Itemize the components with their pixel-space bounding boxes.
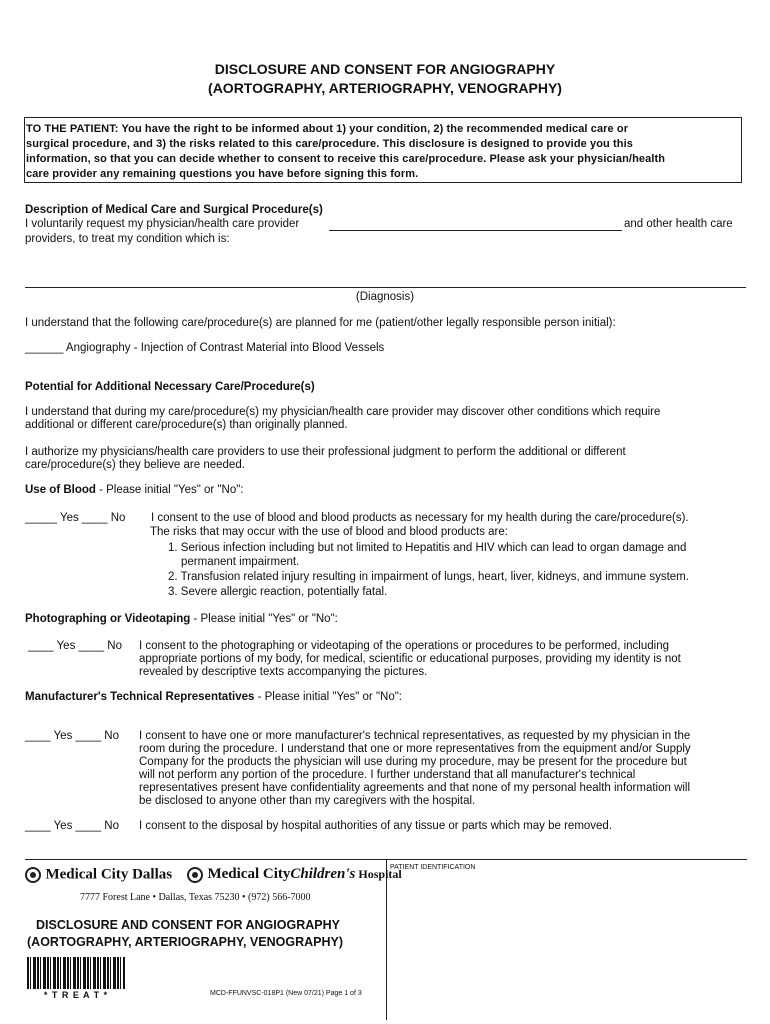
photo-consent-line1: I consent to the photographing or videotaping of the operations or procedures to be performed, including — [139, 640, 669, 652]
additional-para1-line1: I understand that during my care/procedure(s) my physician/health care provider may discover other conditions which require — [25, 406, 661, 418]
footer-column-divider — [386, 860, 387, 1020]
photo-consent-line3: revealed by descriptive texts accompanying the pictures. — [139, 666, 428, 678]
hospital-logos — [25, 866, 402, 884]
form-number: MCD-FFUNVSC-018P1 (New 07/21) Page 1 of 3 — [210, 990, 362, 997]
planned-procedures-text: I understand that the following care/procedure(s) are planned for me (patient/other legally responsible person initial): — [25, 317, 616, 329]
reps-consent-line: be disclosed to anyone other than my caregivers with the hospital. — [139, 795, 476, 807]
patient-notice-box — [24, 117, 742, 183]
additional-care-heading: Potential for Additional Necessary Care/Procedure(s) — [25, 381, 315, 393]
medical-city-childrens-logo-icon — [187, 867, 203, 883]
photo-yes-no-initials[interactable]: ____ Yes ____ No — [28, 640, 123, 652]
patient-identification-area[interactable] — [390, 876, 746, 1016]
reps-consent-line: I consent to have one or more manufacturer's technical representatives, as requested by my physician in the — [139, 730, 691, 742]
reps-yes-no-initials[interactable]: ____ Yes ____ No — [25, 730, 120, 742]
footer-title-line1: DISCLOSURE AND CONSENT FOR ANGIOGRAPHY — [36, 918, 340, 932]
notice-line: information, so that you can decide whether to consent to receive this care/procedure. Please ask your physician/health — [26, 153, 666, 165]
reps-consent-line: room during the procedure. I understand that one or more representatives from the equipment and/or Supply — [139, 743, 691, 755]
blood-risk-2: 2. Transfusion related injury resulting in impairment of lungs, heart, liver, kidneys, and immune system. — [168, 571, 689, 583]
provider-request-start: I voluntarily request my physician/health care provider — [25, 218, 300, 230]
photo-heading-instruction: - Please initial "Yes" or "No": — [190, 613, 338, 625]
hospital-address: 7777 Forest Lane • Dallas, Texas 75230 • (972) 566-7000 — [80, 892, 311, 903]
disposal-consent-text: I consent to the disposal by hospital authorities of any tissue or parts which may be removed. — [139, 820, 613, 832]
disposal-yes-no-initials[interactable]: ____ Yes ____ No — [25, 820, 120, 832]
provider-name-field[interactable] — [329, 230, 622, 231]
patient-identification-label: PATIENT IDENTIFICATION — [390, 864, 476, 871]
reps-consent-line: representatives present have confidentiality agreements and that none of my personal health information will — [139, 782, 691, 794]
blood-risk-1-line1: 1. Serious infection including but not limited to Hepatitis and HIV which can lead to organ damage and — [168, 542, 687, 554]
reps-heading: Manufacturer's Technical Representatives — [25, 691, 255, 703]
additional-para2-line2: care/procedure(s) they believe are needed. — [25, 459, 245, 471]
notice-line: care provider any remaining questions you have before signing this form. — [26, 168, 419, 180]
form-title-line1: DISCLOSURE AND CONSENT FOR ANGIOGRAPHY — [214, 61, 556, 77]
medical-city-logo-icon — [25, 867, 41, 883]
notice-line: TO THE PATIENT: You have the right to be informed about 1) your condition, 2) the recommended medical care or — [26, 123, 629, 135]
photo-consent-line2: appropriate portions of my body, for medical, scientific or educational purposes, providing my identity is not — [139, 653, 681, 665]
blood-consent-line1: I consent to the use of blood and blood products as necessary for my health during the care/procedure(s). — [151, 512, 689, 524]
blood-risk-1-line2: permanent impairment. — [181, 556, 300, 568]
logo2-main: Medical City — [207, 866, 291, 883]
blood-consent-line2: The risks that may occur with the use of blood and blood products are: — [150, 526, 508, 538]
blood-yes-no-initials[interactable]: _____ Yes ____ No — [25, 512, 126, 524]
description-heading: Description of Medical Care and Surgical Procedure(s) — [25, 204, 323, 216]
barcode-caption: * T R E A T * — [43, 990, 109, 1000]
blood-heading-instruction: - Please initial "Yes" or "No": — [95, 484, 244, 496]
logo2-italic: Children's — [290, 866, 356, 883]
logo2-end: Hospital — [355, 867, 402, 882]
photo-heading-row — [25, 613, 338, 627]
footer-title-line2: (AORTOGRAPHY, ARTERIOGRAPHY, VENOGRAPHY) — [27, 935, 344, 949]
additional-para2-line1: I authorize my physicians/health care providers to use their professional judgment to perform the additional or different — [25, 446, 626, 458]
reps-heading-instruction: - Please initial "Yes" or "No": — [254, 691, 403, 703]
photo-heading: Photographing or Videotaping — [25, 613, 191, 625]
blood-heading: Use of Blood — [25, 484, 96, 496]
blood-risk-3: 3. Severe allergic reaction, potentially fatal. — [168, 586, 388, 598]
angiography-initial-line: ______ Angiography - Injection of Contrast Material into Blood Vessels — [25, 342, 385, 354]
notice-line: surgical procedure, and 3) the risks related to this care/procedure. This disclosure is designed to provide you this — [26, 138, 633, 150]
diagnosis-field[interactable] — [25, 287, 746, 288]
additional-para1-line2: additional or different care/procedure(s) than originally planned. — [25, 419, 348, 431]
reps-consent-line: will not perform any portion of the procedure. I further understand that all manufacturer's technical — [139, 769, 636, 781]
blood-heading-row — [25, 484, 244, 498]
medical-city-childrens-logo — [207, 866, 401, 882]
barcode — [27, 957, 125, 989]
condition-line: providers, to treat my condition which is: — [25, 233, 230, 245]
diagnosis-label: (Diagnosis) — [355, 291, 415, 303]
form-title-line2: (AORTOGRAPHY, ARTERIOGRAPHY, VENOGRAPHY) — [208, 80, 562, 96]
reps-consent-line: Company for the products the physician will use during my procedure, may be present for the procedure but — [139, 756, 687, 768]
reps-heading-row — [25, 691, 402, 705]
medical-city-dallas-logo: Medical City Dallas — [45, 866, 173, 883]
provider-request-end: and other health care — [624, 218, 733, 230]
